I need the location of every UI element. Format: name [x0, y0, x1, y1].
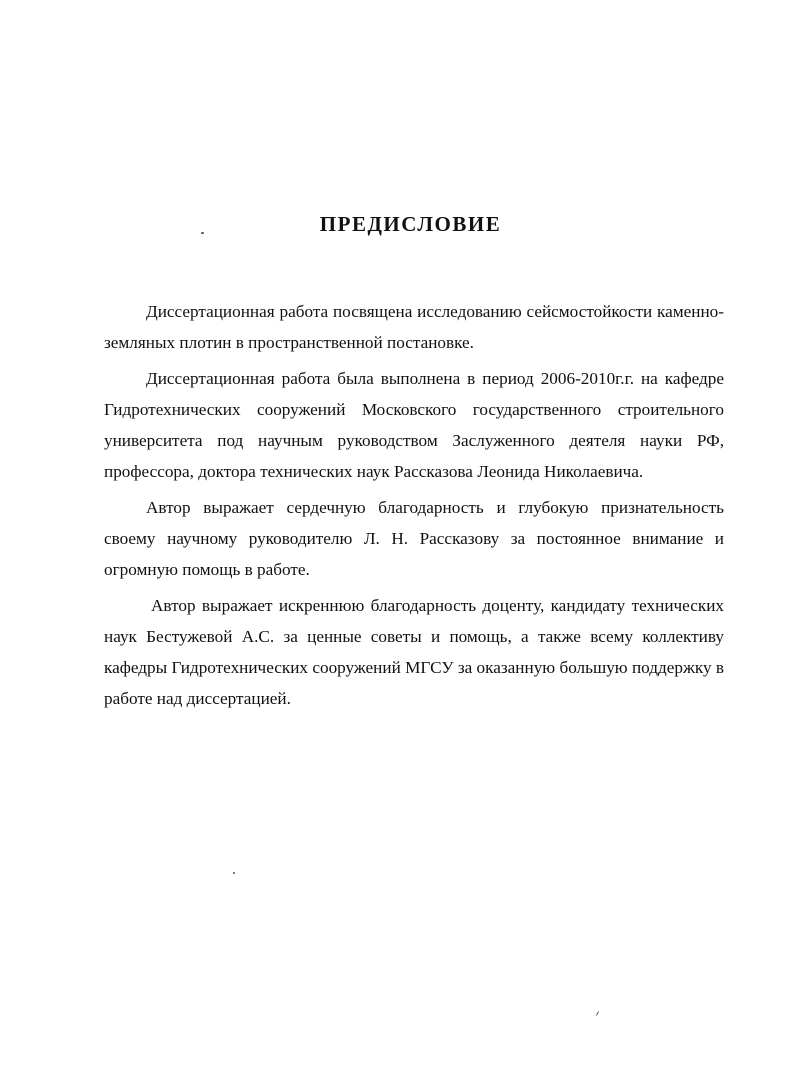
scan-speck: [233, 872, 235, 874]
paragraph-place-of-work: Диссертационная работа была выполнена в период 2006-2010г.г. на кафедре Гидротехнических сооружений Московского государственного строительного университета под научным руководством Заслуженного деятеля науки РФ, профессора, доктора технических наук Рассказова Леонида Николаевича.: [104, 369, 724, 481]
paragraph-acknowledgement-supervisor: Автор выражает сердечную благодарность и глубокую признательность своему научному руководителю Л. Н. Рассказову за постоянное внимание и огромную помощь в работе.: [104, 498, 724, 579]
page-title: ПРЕДИСЛОВИЕ: [319, 212, 502, 236]
paragraph-acknowledgement-colleagues: Автор выражает искреннюю благодарность доценту, кандидату технических наук Бестужевой А.С. за ценные советы и помощь, а также всему коллективу кафедры Гидротехнических сооружений МГСУ за оказанную большую поддержку в работе над диссертацией.: [104, 596, 724, 708]
document-body: [104, 296, 724, 719]
scan-speck: [596, 1011, 599, 1016]
paragraph-topic: Диссертационная работа посвящена исследованию сейсмостойкости каменно-земляных плотин в пространственной постановке.: [104, 302, 724, 352]
